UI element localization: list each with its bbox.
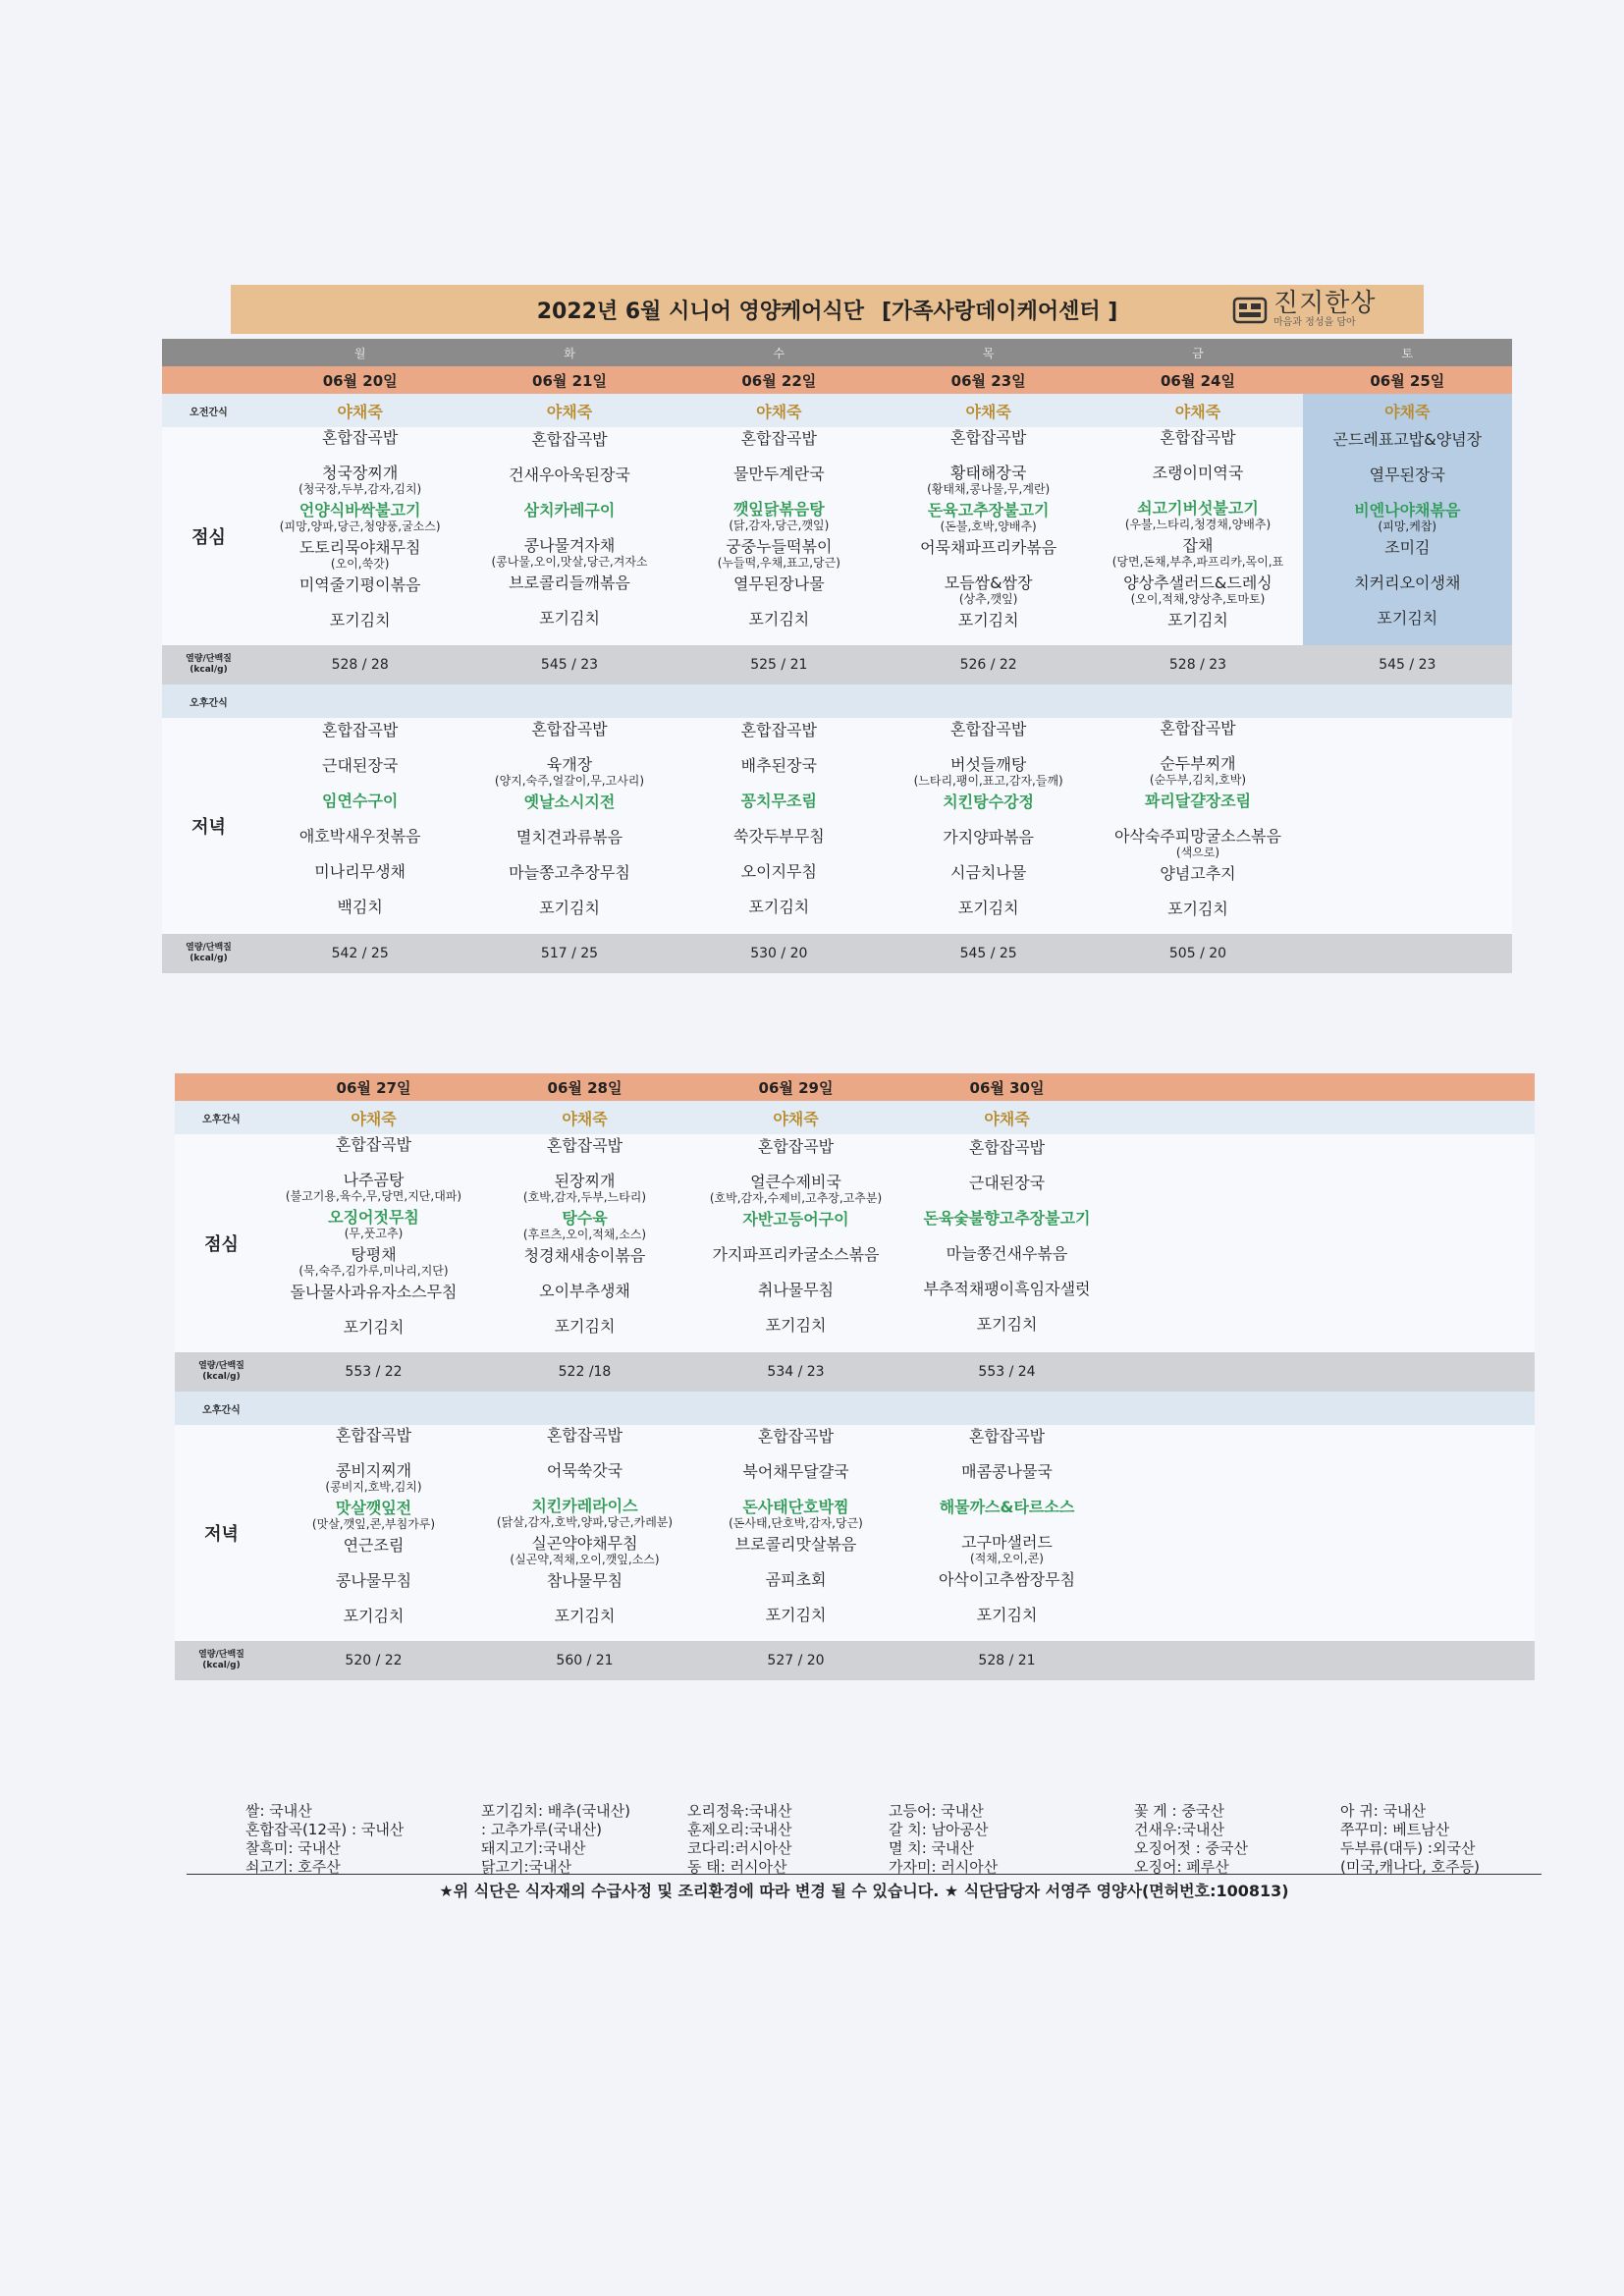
notice-text: ★위 식단은 식자재의 수급사정 및 조리환경에 따라 변경 될 수 있습니다. ★ 식단담당자 서영주 영양사(면허번호:100813) (439, 1882, 1289, 1900)
date-cell: 06월 22일 (675, 366, 884, 394)
origin-info (245, 1802, 1542, 1877)
menu-item: 쇠고기버섯불고기 (1137, 499, 1259, 518)
meal-cell (268, 1425, 479, 1641)
menu-item: 돌나물사과유자소스무침 (290, 1283, 458, 1301)
nut-value: 553 / 22 (268, 1352, 479, 1392)
row-label: 점심 (162, 427, 255, 645)
menu-item: 나주곰탕 (343, 1171, 405, 1189)
date-cell: 06월 30일 (901, 1073, 1112, 1101)
menu-item: 가지파프리카굴소스볶음 (712, 1245, 880, 1264)
menu-item: 오이부추생채 (539, 1282, 630, 1300)
date-cell: 06월 20일 (255, 366, 464, 394)
menu-item-ingredients: (오이,쑥갓) (330, 557, 390, 571)
origin-col: 아 귀: 국내산 쭈꾸미: 베트남산 두부류(대두) :외국산 (미국,캐나다, 호주등) (1340, 1802, 1480, 1876)
menu-item: 혼합잡곡밥 (335, 1135, 412, 1154)
menu-item: 멸치견과류볶음 (515, 828, 623, 847)
menu-item-ingredients: (호박,감자,두부,느타리) (522, 1190, 647, 1204)
menu-item: 청국장찌개 (322, 464, 399, 482)
menu-item-ingredients: (상추,깻잎) (958, 592, 1018, 606)
menu-item: 아삭이고추쌈장무침 (938, 1570, 1076, 1589)
menu-item: 포기김치 (1167, 611, 1228, 629)
meal-cell (675, 427, 884, 645)
logo-name: 진지한상 (1273, 289, 1377, 318)
menu-item: 열무된장나물 (732, 574, 825, 593)
menu-item: 콩비지찌개 (335, 1461, 412, 1480)
nut-value: 527 / 20 (690, 1641, 901, 1680)
menu-item-ingredients: (청국장,두부,감자,김치) (298, 482, 422, 496)
menu-item-ingredients: (돈사태,단호박,감자,당근) (729, 1516, 863, 1530)
meal-cell (464, 718, 674, 934)
menu-item-ingredients: (누들떡,우채,표고,당근) (717, 556, 840, 570)
menu-item: 시금치나물 (950, 863, 1027, 882)
menu-item: 미나리무생채 (314, 862, 406, 881)
menu-item: 마늘쫑건새우볶음 (946, 1244, 1068, 1263)
menu-item: 포기김치 (976, 1315, 1038, 1334)
week1-dinner (162, 718, 1512, 934)
snack-item: 야채죽 (546, 402, 593, 421)
day-sat: 토 (1303, 339, 1512, 366)
menu-item: 양념고추지 (1160, 864, 1236, 883)
menu-item: 순두부찌개 (1160, 754, 1236, 773)
menu-item: 혼합잡곡밥 (968, 1138, 1046, 1157)
menu-item: 돈사태단호박찜 (742, 1498, 849, 1516)
date-cell: 06월 25일 (1303, 366, 1512, 394)
tray-icon (1230, 291, 1270, 328)
menu-item: 포기김치 (976, 1606, 1038, 1624)
menu-item: 건새우아욱된장국 (509, 465, 630, 484)
menu-item: 포기김치 (539, 899, 600, 917)
date-cell: 06월 24일 (1093, 366, 1302, 394)
nut-value: 560 / 21 (479, 1641, 690, 1680)
menu-item: 브로콜리들깨볶음 (509, 574, 630, 592)
menu-item: 포기김치 (1167, 900, 1228, 918)
menu-item: 콩나물겨자채 (523, 536, 616, 555)
menu-item-ingredients: (닭,감자,당근,깻잎) (729, 519, 830, 532)
nut-value: 530 / 20 (675, 934, 884, 973)
meal-cell (1303, 427, 1512, 645)
snack-item: 야채죽 (351, 1109, 397, 1128)
nut-value: 528 / 28 (255, 645, 464, 684)
menu-item: 혼합잡곡밥 (335, 1426, 412, 1445)
snack-item: 야채죽 (984, 1109, 1030, 1128)
menu-item: 얼큰수제비국 (750, 1173, 841, 1191)
nut-value: 517 / 25 (464, 934, 674, 973)
meal-cell (255, 718, 464, 934)
meal-cell (884, 718, 1093, 934)
menu-item: 삼치카레구이 (523, 501, 616, 519)
menu-item-ingredients: (콩나물,오이,맛살,당근,겨자소 (491, 555, 648, 569)
menu-item: 혼합잡곡밥 (546, 1426, 623, 1445)
menu-item: 탕평채 (351, 1245, 397, 1264)
origin-col: 포기김치: 배추(국내산) : 고추가루(국내산) 돼지고기:국내산 닭고기:국내산 (481, 1802, 630, 1876)
nut-label: 열량/단백질 (kcal/g) (162, 645, 255, 684)
menu-item-ingredients: (호박,감자,수제비,고추장,고추분) (709, 1191, 883, 1205)
day-thu: 목 (884, 339, 1093, 366)
menu-item-ingredients: (실곤약,적채,오이,깻잎,소스) (510, 1553, 660, 1566)
menu-item-ingredients: (불고기용,육수,무,당면,지단,대파) (285, 1189, 462, 1203)
menu-item: 깻잎닭볶음탕 (732, 500, 825, 519)
menu-item: 포기김치 (765, 1606, 827, 1624)
row-label: 저녁 (175, 1425, 268, 1641)
menu-item: 조랭이미역국 (1152, 464, 1244, 482)
menu-item: 포기김치 (748, 898, 810, 916)
snack-item: 야채죽 (965, 402, 1011, 421)
menu-item: 자반고등어구이 (742, 1210, 849, 1229)
menu-item-ingredients: (무,풋고추) (344, 1227, 404, 1240)
menu-item: 혼합잡곡밥 (1160, 719, 1236, 738)
menu-item: 근대된장국 (322, 756, 399, 775)
menu-item-ingredients: (당면,돈채,부추,파프리카,목이,표 (1111, 555, 1284, 569)
week1-pm-snack (162, 684, 1512, 718)
origin-col: 꽃 게 : 중국산 건새우:국내산 오징어젓 : 중국산 오징어: 페루산 (1134, 1802, 1249, 1876)
date-cell: 06월 29일 (690, 1073, 901, 1101)
menu-title-banner (231, 285, 1424, 334)
menu-item: 혼합잡곡밥 (740, 721, 817, 739)
nut-value: 545 / 25 (884, 934, 1093, 973)
meal-cell (901, 1425, 1112, 1641)
menu-item: 아삭숙주피망굴소스볶음 (1113, 827, 1281, 846)
nut-value: 526 / 22 (884, 645, 1093, 684)
menu-item: 해물까스&타르소스 (939, 1498, 1075, 1516)
menu-item: 꽁치무조림 (740, 792, 817, 810)
day-fri: 금 (1093, 339, 1302, 366)
origin-col: 쌀: 국내산 혼합잡곡(12곡) : 국내산 찰흑미: 국내산 쇠고기: 호주산 (245, 1802, 405, 1876)
row-label: 오후간식 (175, 1101, 268, 1134)
menu-item-ingredients: (피망,양파,당근,청양풍,굴소스) (279, 519, 441, 533)
menu-title: 2022년 6월 시니어 영양케어식단 (536, 299, 864, 324)
week2-am-snack (175, 1101, 1535, 1134)
row-label: 오전간식 (162, 394, 255, 427)
menu-item: 혼합잡곡밥 (757, 1137, 835, 1156)
menu-item: 포기김치 (554, 1607, 616, 1625)
menu-item: 혼합잡곡밥 (322, 721, 399, 739)
menu-item: 열무된장국 (1369, 465, 1445, 484)
menu-item: 모듬쌈&쌈장 (944, 574, 1033, 592)
nut-value: 534 / 23 (690, 1352, 901, 1392)
date-cell: 06월 21일 (464, 366, 674, 394)
menu-item: 된장찌개 (554, 1172, 616, 1190)
nut-label: 열량/단백질 (kcal/g) (175, 1641, 268, 1680)
nut-value (1303, 934, 1512, 973)
day-tue: 화 (464, 339, 674, 366)
menu-item: 포기김치 (554, 1317, 616, 1336)
menu-item: 근대된장국 (968, 1174, 1046, 1192)
logo-tagline: 마음과 정성을 담아 (1273, 317, 1356, 328)
snack-item: 야채죽 (773, 1109, 819, 1128)
menu-item: 궁중누들떡볶이 (726, 537, 833, 556)
nut-value: 505 / 20 (1093, 934, 1302, 973)
menu-item: 연근조림 (343, 1536, 405, 1555)
menu-item: 참나물무침 (546, 1571, 623, 1590)
row-label: 오후간식 (175, 1392, 268, 1425)
meal-cell (1093, 427, 1302, 645)
menu-item: 탕수육 (562, 1209, 608, 1228)
snack-item: 야채죽 (562, 1109, 608, 1128)
nut-value: 545 / 23 (1303, 645, 1512, 684)
menu-item: 치킨카레라이스 (531, 1497, 638, 1515)
menu-item: 포기김치 (957, 611, 1019, 629)
menu-item: 도토리묵야채무침 (298, 538, 421, 557)
menu-item: 혼합잡곡밥 (950, 428, 1027, 447)
menu-item: 혼합잡곡밥 (740, 429, 817, 448)
week2-lunch (175, 1134, 1535, 1352)
meal-cell (479, 1134, 690, 1352)
weekday-header (162, 339, 1512, 366)
menu-item-ingredients: (닭살,감자,호박,양파,당근,카레분) (496, 1515, 674, 1529)
menu-item: 애호박새우젓볶음 (298, 827, 421, 846)
snack-item: 야채죽 (756, 402, 802, 421)
menu-item-ingredients: (돈불,호박,양배추) (940, 519, 1037, 533)
menu-item: 포기김치 (765, 1316, 827, 1335)
menu-item: 쑥갓두부무침 (732, 827, 825, 846)
menu-item: 취나물무침 (757, 1281, 835, 1299)
menu-item: 혼합잡곡밥 (757, 1427, 835, 1446)
menu-item-ingredients: (우불,느타리,청경채,양배추) (1124, 518, 1272, 531)
meal-cell (479, 1425, 690, 1641)
meal-cell (268, 1134, 479, 1352)
menu-item: 맛살깻잎전 (335, 1499, 412, 1517)
snack-item: 야채죽 (1174, 402, 1221, 421)
menu-item: 백김치 (337, 898, 383, 916)
week1-lunch-nutrition (162, 645, 1512, 684)
menu-item-ingredients: (느타리,팽이,표고,감자,들깨) (913, 774, 1063, 788)
snack-item: 야채죽 (1384, 402, 1431, 421)
menu-item: 옛날소시지전 (523, 793, 616, 811)
nut-value: 520 / 22 (268, 1641, 479, 1680)
meal-cell (255, 427, 464, 645)
nut-value: 542 / 25 (255, 934, 464, 973)
menu-item: 오징어젓무침 (328, 1208, 419, 1227)
menu-item: 혼합잡곡밥 (546, 1136, 623, 1155)
nut-value: 525 / 21 (675, 645, 884, 684)
date-cell: 06월 27일 (268, 1073, 479, 1101)
menu-item: 마늘쫑고추장무침 (509, 863, 630, 882)
menu-item: 가지양파볶음 (943, 828, 1035, 847)
menu-item: 치킨탕수강정 (943, 793, 1035, 811)
menu-item: 포기김치 (748, 610, 810, 629)
nut-value: 528 / 23 (1093, 645, 1302, 684)
meal-cell (884, 427, 1093, 645)
menu-item: 혼합잡곡밥 (950, 720, 1027, 738)
date-cell: 06월 23일 (884, 366, 1093, 394)
menu-item: 곤드레표고밥&양념장 (1332, 430, 1483, 449)
date-cell: 06월 28일 (479, 1073, 690, 1101)
menu-item: 황태해장국 (950, 464, 1027, 482)
menu-item: 미역줄기평이볶음 (298, 575, 421, 594)
meal-cell (675, 718, 884, 934)
menu-item: 잡채 (1182, 536, 1214, 555)
week2-dinner (175, 1425, 1535, 1641)
menu-item: 임연수구이 (322, 792, 399, 810)
menu-item: 청경채새송이볶음 (523, 1246, 646, 1265)
meal-cell (1303, 718, 1512, 934)
menu-item: 혼합잡곡밥 (1160, 428, 1236, 447)
nut-label: 열량/단백질 (kcal/g) (162, 934, 255, 973)
nut-label: 열량/단백질 (kcal/g) (175, 1352, 268, 1392)
menu-item: 육개장 (546, 755, 593, 774)
menu-item: 혼합잡곡밥 (322, 428, 399, 447)
menu-item-ingredients: (콩비지,호박,김치) (325, 1480, 422, 1494)
menu-item: 고구마샐러드 (961, 1533, 1053, 1552)
menu-item: 치커리오이생채 (1354, 574, 1461, 592)
menu-item: 꽈리달걀장조림 (1144, 792, 1252, 810)
menu-item-ingredients: (황태채,콩나물,무,계란) (927, 482, 1051, 496)
menu-item: 버섯들깨탕 (950, 755, 1027, 774)
week1-dinner-nutrition (162, 934, 1512, 973)
menu-item: 북어채무달걀국 (742, 1462, 849, 1481)
divider (187, 1874, 1542, 1875)
menu-item: 배추된장국 (740, 756, 817, 775)
menu-item-ingredients: (순두부,김치,호박) (1149, 773, 1247, 787)
menu-item: 물만두계란국 (732, 465, 825, 483)
menu-item: 매콤콩나물국 (961, 1462, 1053, 1481)
menu-item: 포기김치 (957, 899, 1019, 917)
menu-item: 비엔나야채볶음 (1354, 501, 1461, 519)
week1-menu-table (162, 339, 1512, 973)
nut-value: 545 / 23 (464, 645, 674, 684)
week2-lunch-nutrition (175, 1352, 1535, 1392)
center-name: [가족사랑데이케어센터 ] (882, 299, 1118, 324)
week1-am-snack (162, 394, 1512, 427)
day-mon: 월 (255, 339, 464, 366)
nut-value: 528 / 21 (901, 1641, 1112, 1680)
menu-item-ingredients: (후르츠,오이,적채,소스) (522, 1228, 647, 1241)
menu-item: 곰피초회 (765, 1570, 827, 1589)
week2-dinner-nutrition (175, 1641, 1535, 1680)
menu-item: 언양식바싹불고기 (298, 501, 421, 519)
week2-menu-table (175, 1073, 1535, 1680)
menu-item: 포기김치 (329, 611, 391, 629)
menu-item-ingredients: (피망,케찹) (1378, 519, 1437, 533)
menu-item-ingredients: (맛살,깻잎,콘,부침가루) (311, 1517, 436, 1531)
menu-item: 브로콜리맛살볶음 (734, 1535, 857, 1554)
menu-item: 부추적채팽이흑임자샐럿 (923, 1280, 1091, 1298)
week2-pm-snack (175, 1392, 1535, 1425)
menu-item: 포기김치 (343, 1607, 405, 1625)
week1-lunch (162, 427, 1512, 645)
day-wed: 수 (675, 339, 884, 366)
meal-cell (1093, 718, 1302, 934)
menu-item-ingredients: (묵,숙주,김가루,미나리,지단) (298, 1264, 449, 1278)
menu-item: 포기김치 (539, 609, 600, 628)
menu-item: 어묵채파프리카볶음 (920, 538, 1057, 557)
nut-value: 553 / 24 (901, 1352, 1112, 1392)
row-label: 저녁 (162, 718, 255, 934)
menu-item: 혼합잡곡밥 (531, 720, 608, 738)
menu-item-ingredients: (적채,오이,콘) (970, 1552, 1044, 1565)
menu-item: 실곤약야채무침 (531, 1534, 638, 1553)
week1-dates (162, 366, 1512, 394)
meal-cell (690, 1134, 901, 1352)
nut-value: 522 /18 (479, 1352, 690, 1392)
menu-item: 양상추샐러드&드레싱 (1123, 574, 1272, 592)
snack-item: 야채죽 (337, 402, 383, 421)
menu-item: 콩나물무침 (335, 1571, 412, 1590)
row-label: 점심 (175, 1134, 268, 1352)
brand-logo (1230, 287, 1402, 332)
row-label: 오후간식 (162, 684, 255, 718)
menu-item-ingredients: (오이,적채,양상추,토마토) (1130, 592, 1266, 606)
week2-dates (175, 1073, 1535, 1101)
meal-cell (901, 1134, 1112, 1352)
menu-item: 혼합잡곡밥 (968, 1427, 1046, 1446)
menu-item: 돈육숯불향고추장불고기 (923, 1209, 1091, 1228)
menu-item-ingredients: (색으로) (1175, 846, 1220, 859)
menu-item: 어묵쑥갓국 (546, 1461, 623, 1480)
meal-cell (690, 1425, 901, 1641)
meal-cell (464, 427, 674, 645)
menu-item: 돈육고추장불고기 (927, 501, 1050, 519)
menu-item: 포기김치 (1377, 609, 1438, 628)
origin-col: 오리정육:국내산 훈제오리:국내산 코다리:러시아산 동 태: 러시아산 (687, 1802, 792, 1876)
menu-item: 오이지무침 (740, 862, 817, 881)
menu-item: 혼합잡곡밥 (531, 430, 608, 449)
origin-col: 고등어: 국내산 갈 치: 남아공산 멸 치: 국내산 가자미: 러시아산 (889, 1802, 999, 1876)
menu-item: 포기김치 (343, 1318, 405, 1337)
menu-item: 조미김 (1384, 538, 1431, 557)
menu-item-ingredients: (양지,숙주,얼갈이,무,고사리) (494, 774, 645, 788)
